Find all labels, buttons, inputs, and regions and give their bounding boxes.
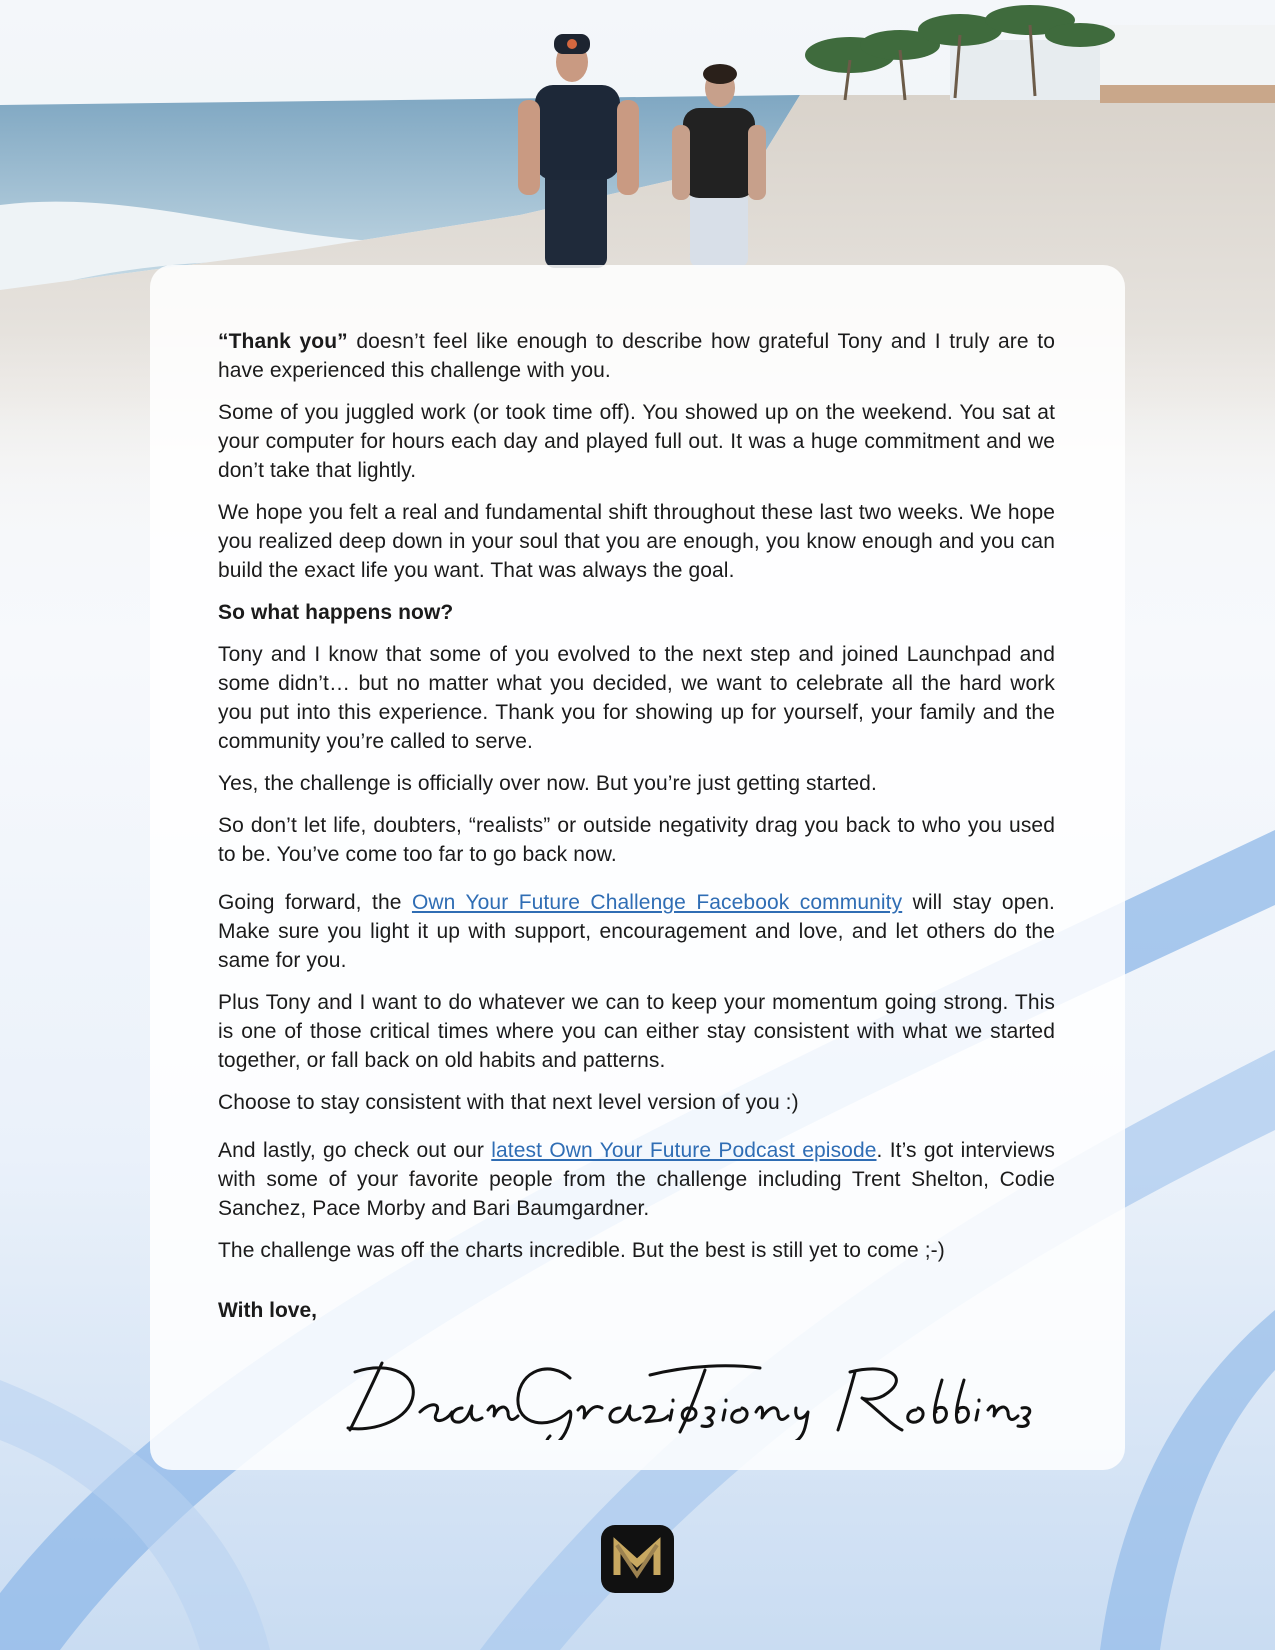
paragraph-podcast	[218, 1136, 1055, 1223]
thank-you-bold: “Thank you”	[218, 330, 348, 353]
paragraph-launchpad: Tony and I know that some of you evolved to the next step and joined Launchpad and some didn’t… but no matter what you decided, we want to celebrate all the hard work you put into this experience. Thank you for showing up for yourself, your family and the community you’re called to serve.	[218, 643, 1055, 753]
letter-card	[150, 265, 1125, 1470]
podcast-episode-link[interactable]: latest Own Your Future Podcast episode	[491, 1139, 877, 1162]
paragraph-doubters: So don’t let life, doubters, “realists” or outside negativity drag you back to who you used to be. You’ve come too far to go back now.	[218, 814, 1055, 866]
signatures	[150, 1350, 1125, 1440]
paragraph-challenge-over: Yes, the challenge is officially over now. But you’re just getting started.	[218, 772, 877, 795]
paragraph-facebook-community	[218, 888, 1055, 975]
paragraph-best-yet-to-come: The challenge was off the charts incredible. But the best is still yet to come ;-)	[218, 1239, 945, 1262]
paragraph-thank-you	[218, 327, 1055, 385]
heading-what-happens-now	[218, 598, 1055, 627]
closing-with-love: With love,	[218, 1299, 317, 1322]
facebook-text-start: Going forward, the	[218, 891, 412, 914]
heading-text: So what happens now?	[218, 601, 454, 624]
mastermind-logo-icon	[601, 1525, 674, 1593]
letter-body	[218, 327, 1055, 1323]
paragraph-momentum: Plus Tony and I want to do whatever we can to keep your momentum going strong. This is one of those critical times where you can either stay consistent with what we started together, or fall back on old habits and patterns.	[218, 991, 1055, 1072]
paragraph-stay-consistent: Choose to stay consistent with that next level version of you :)	[218, 1091, 799, 1114]
facebook-text-end: will stay open. Make sure you light it up with support, encouragement and love, and let others do the same for you.	[218, 891, 1055, 972]
paragraph-thank-you-rest: doesn’t feel like enough to describe how grateful Tony and I truly are to have experienced this challenge with you.	[218, 330, 1055, 382]
podcast-text-start: And lastly, go check out our	[218, 1139, 492, 1162]
paragraph-commitment: Some of you juggled work (or took time off). You showed up on the weekend. You sat at your computer for hours each day and played full out. It was a huge commitment and we don’t take that lightly.	[218, 401, 1055, 482]
signature-dean-graziosi	[348, 1363, 726, 1440]
paragraph-shift: We hope you felt a real and fundamental shift throughout these last two weeks. We hope you realized deep down in your soul that you are enough, you know enough and you can build the exact life you want. That was always the goal.	[218, 501, 1055, 582]
facebook-community-link[interactable]: Own Your Future Challenge Facebook community	[411, 891, 903, 914]
signature-tony-robbins	[650, 1366, 1030, 1440]
podcast-text-end: . It’s got interviews with some of your favorite people from the challenge including Trent Shelton, Codie Sanchez, Pace Morby and Bari Baumgardner.	[218, 1139, 1056, 1220]
